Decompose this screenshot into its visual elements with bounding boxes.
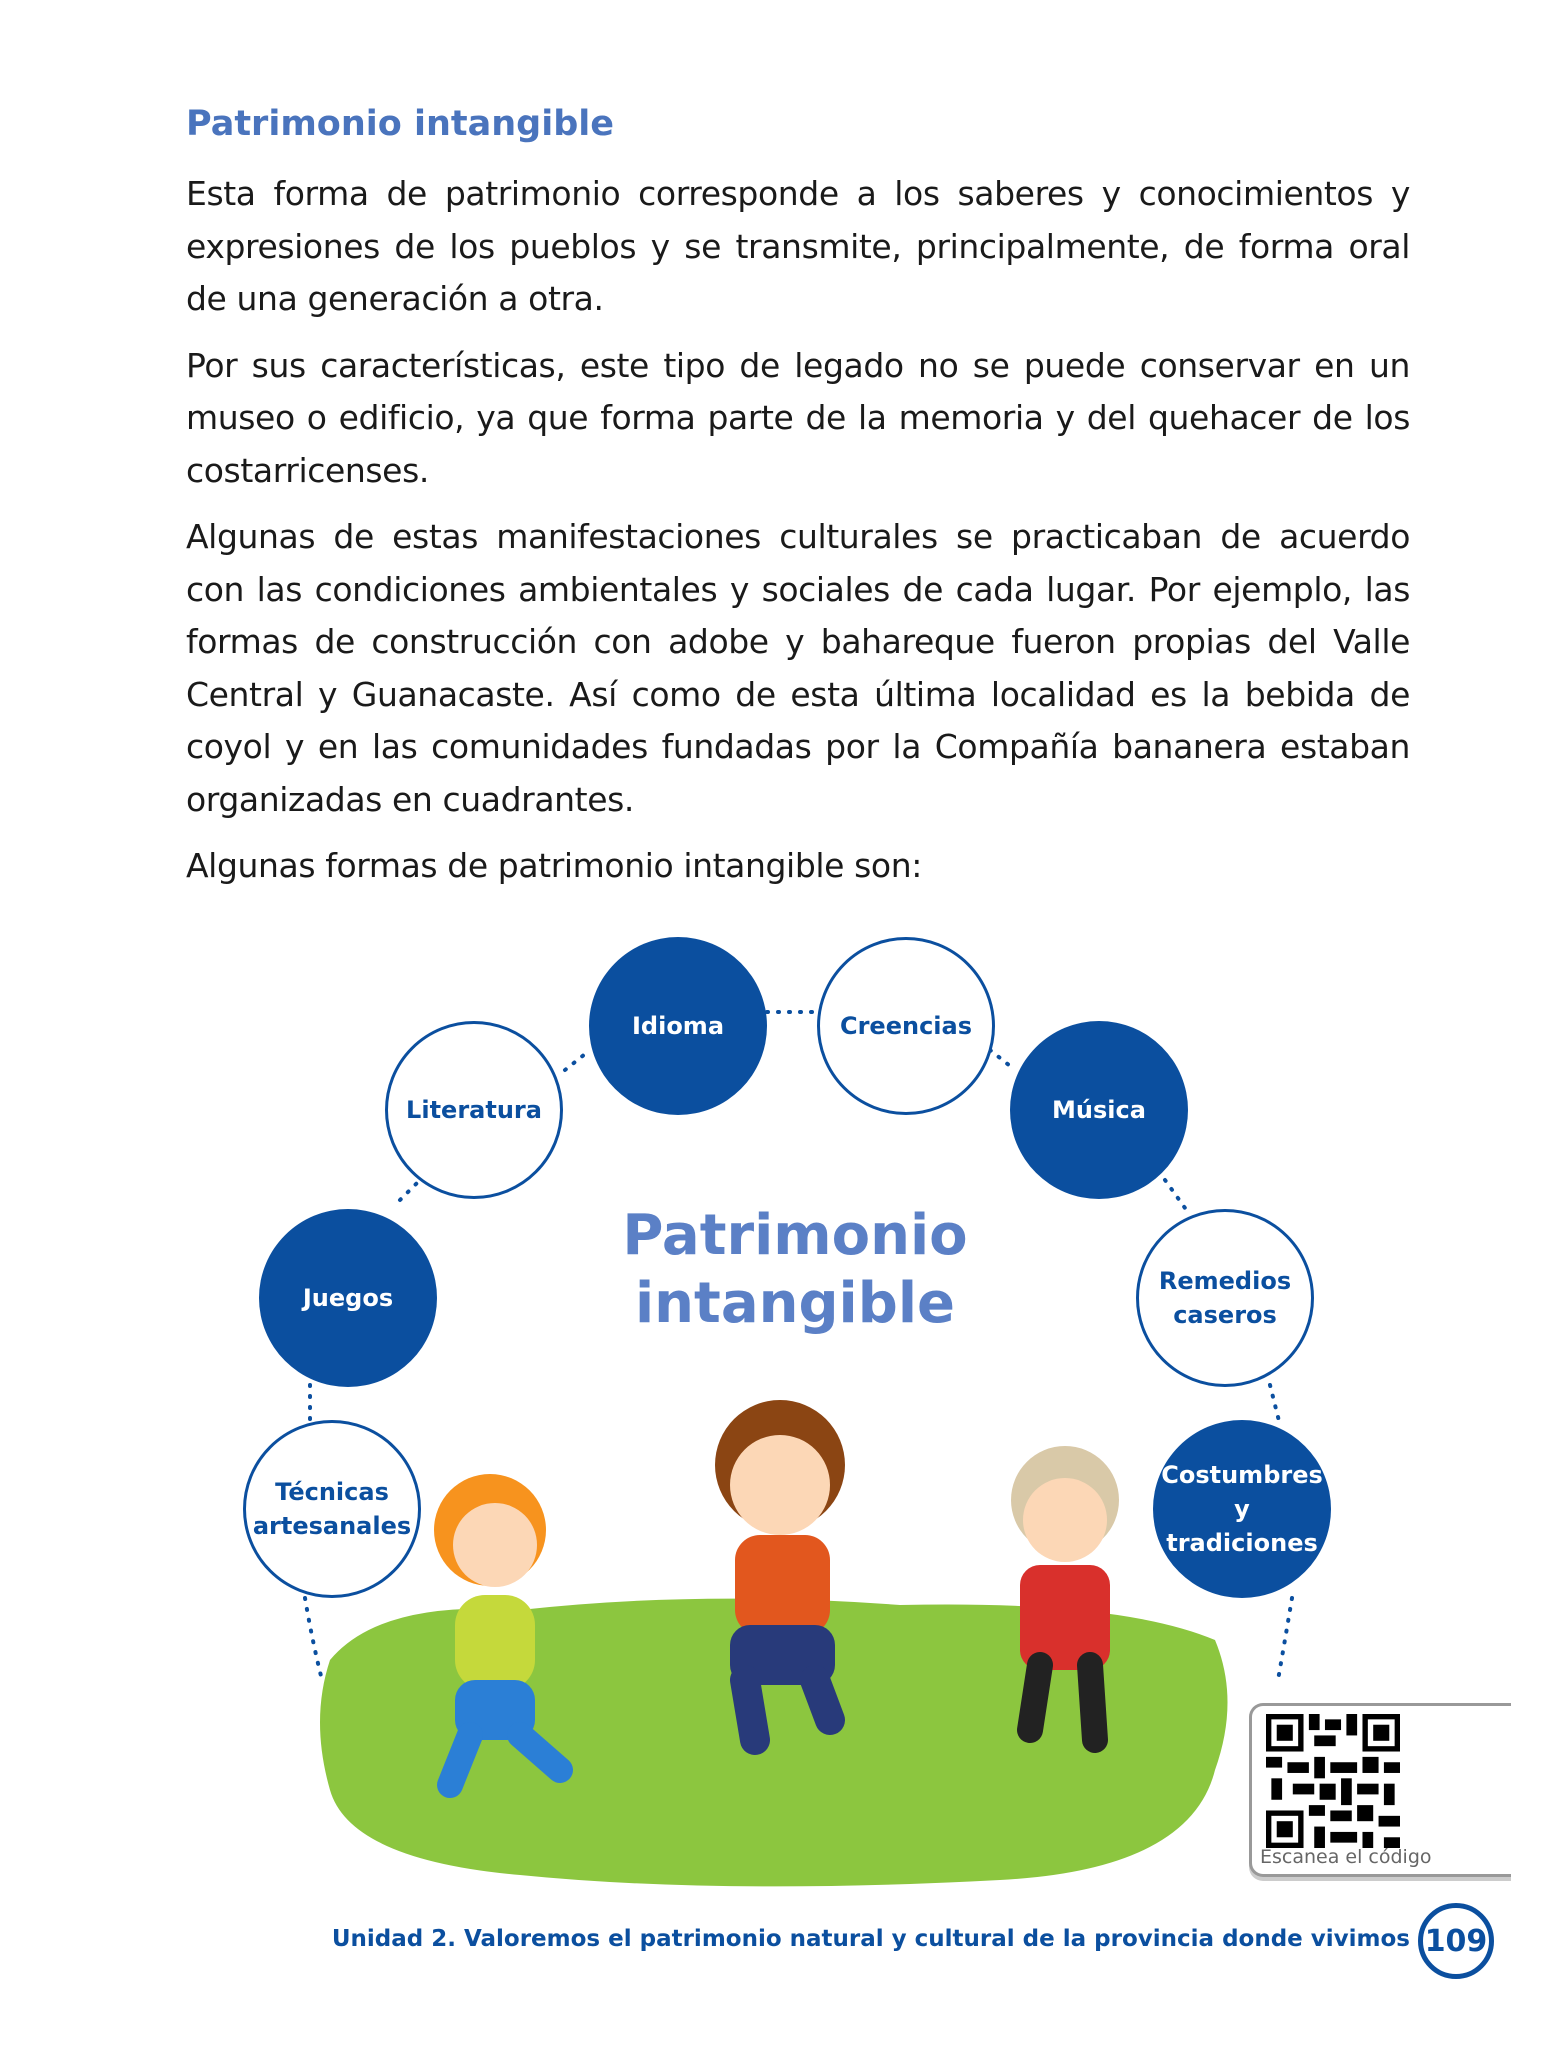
page-number: 109 bbox=[1418, 1903, 1494, 1979]
item-tecnicas-artesanales: Técnicas artesanales bbox=[243, 1420, 421, 1598]
item-remedios-caseros: Remedios caseros bbox=[1136, 1209, 1314, 1387]
diagram-title-line1: Patrimonio bbox=[622, 1203, 968, 1268]
paragraph: Algunas formas de patrimonio intangible son: bbox=[186, 846, 922, 885]
diagram-title bbox=[595, 1202, 995, 1338]
item-juegos: Juegos bbox=[259, 1209, 437, 1387]
item-literatura: Literatura bbox=[385, 1021, 563, 1199]
qr-caption: Escanea el código bbox=[1260, 1846, 1432, 1868]
item-idioma: Idioma bbox=[589, 937, 767, 1115]
qr-code-icon[interactable] bbox=[1266, 1714, 1400, 1848]
item-costumbres-tradiciones: Costumbres y tradiciones bbox=[1153, 1420, 1331, 1598]
diagram-title-line2: intangible bbox=[634, 1271, 956, 1336]
paragraph: Por sus características, este tipo de legado no se puede conservar en un museo o edificio, ya que forma parte de la memoria y del quehacer de los costarricenses. bbox=[186, 345, 1410, 490]
section-heading: Patrimonio intangible bbox=[186, 104, 614, 144]
footer-unit-title: Unidad 2. Valoremos el patrimonio natural y cultural de la provincia donde vivimos bbox=[331, 1926, 1410, 1952]
paragraph: Algunas de estas manifestaciones culturales se practicaban de acuerdo con las condiciones ambientales y sociales de cada lugar. Por ejemplo, las formas de construcción con adobe y bahareque fueron propias del Valle Central y Guanacaste. Así como de esta última localidad es la bebida de coyol y en las comunidades fundadas por la Compañía bananera estaban organizadas en cuadrantes. bbox=[186, 517, 1410, 819]
qr-code-box[interactable] bbox=[1249, 1703, 1511, 1877]
paragraph: Esta forma de patrimonio corresponde a los saberes y conocimientos y expresiones de los pueblos y se transmite, principalmente, de forma oral de una generación a otra. bbox=[186, 174, 1410, 318]
item-musica: Música bbox=[1010, 1021, 1188, 1199]
item-creencias: Creencias bbox=[817, 937, 995, 1115]
